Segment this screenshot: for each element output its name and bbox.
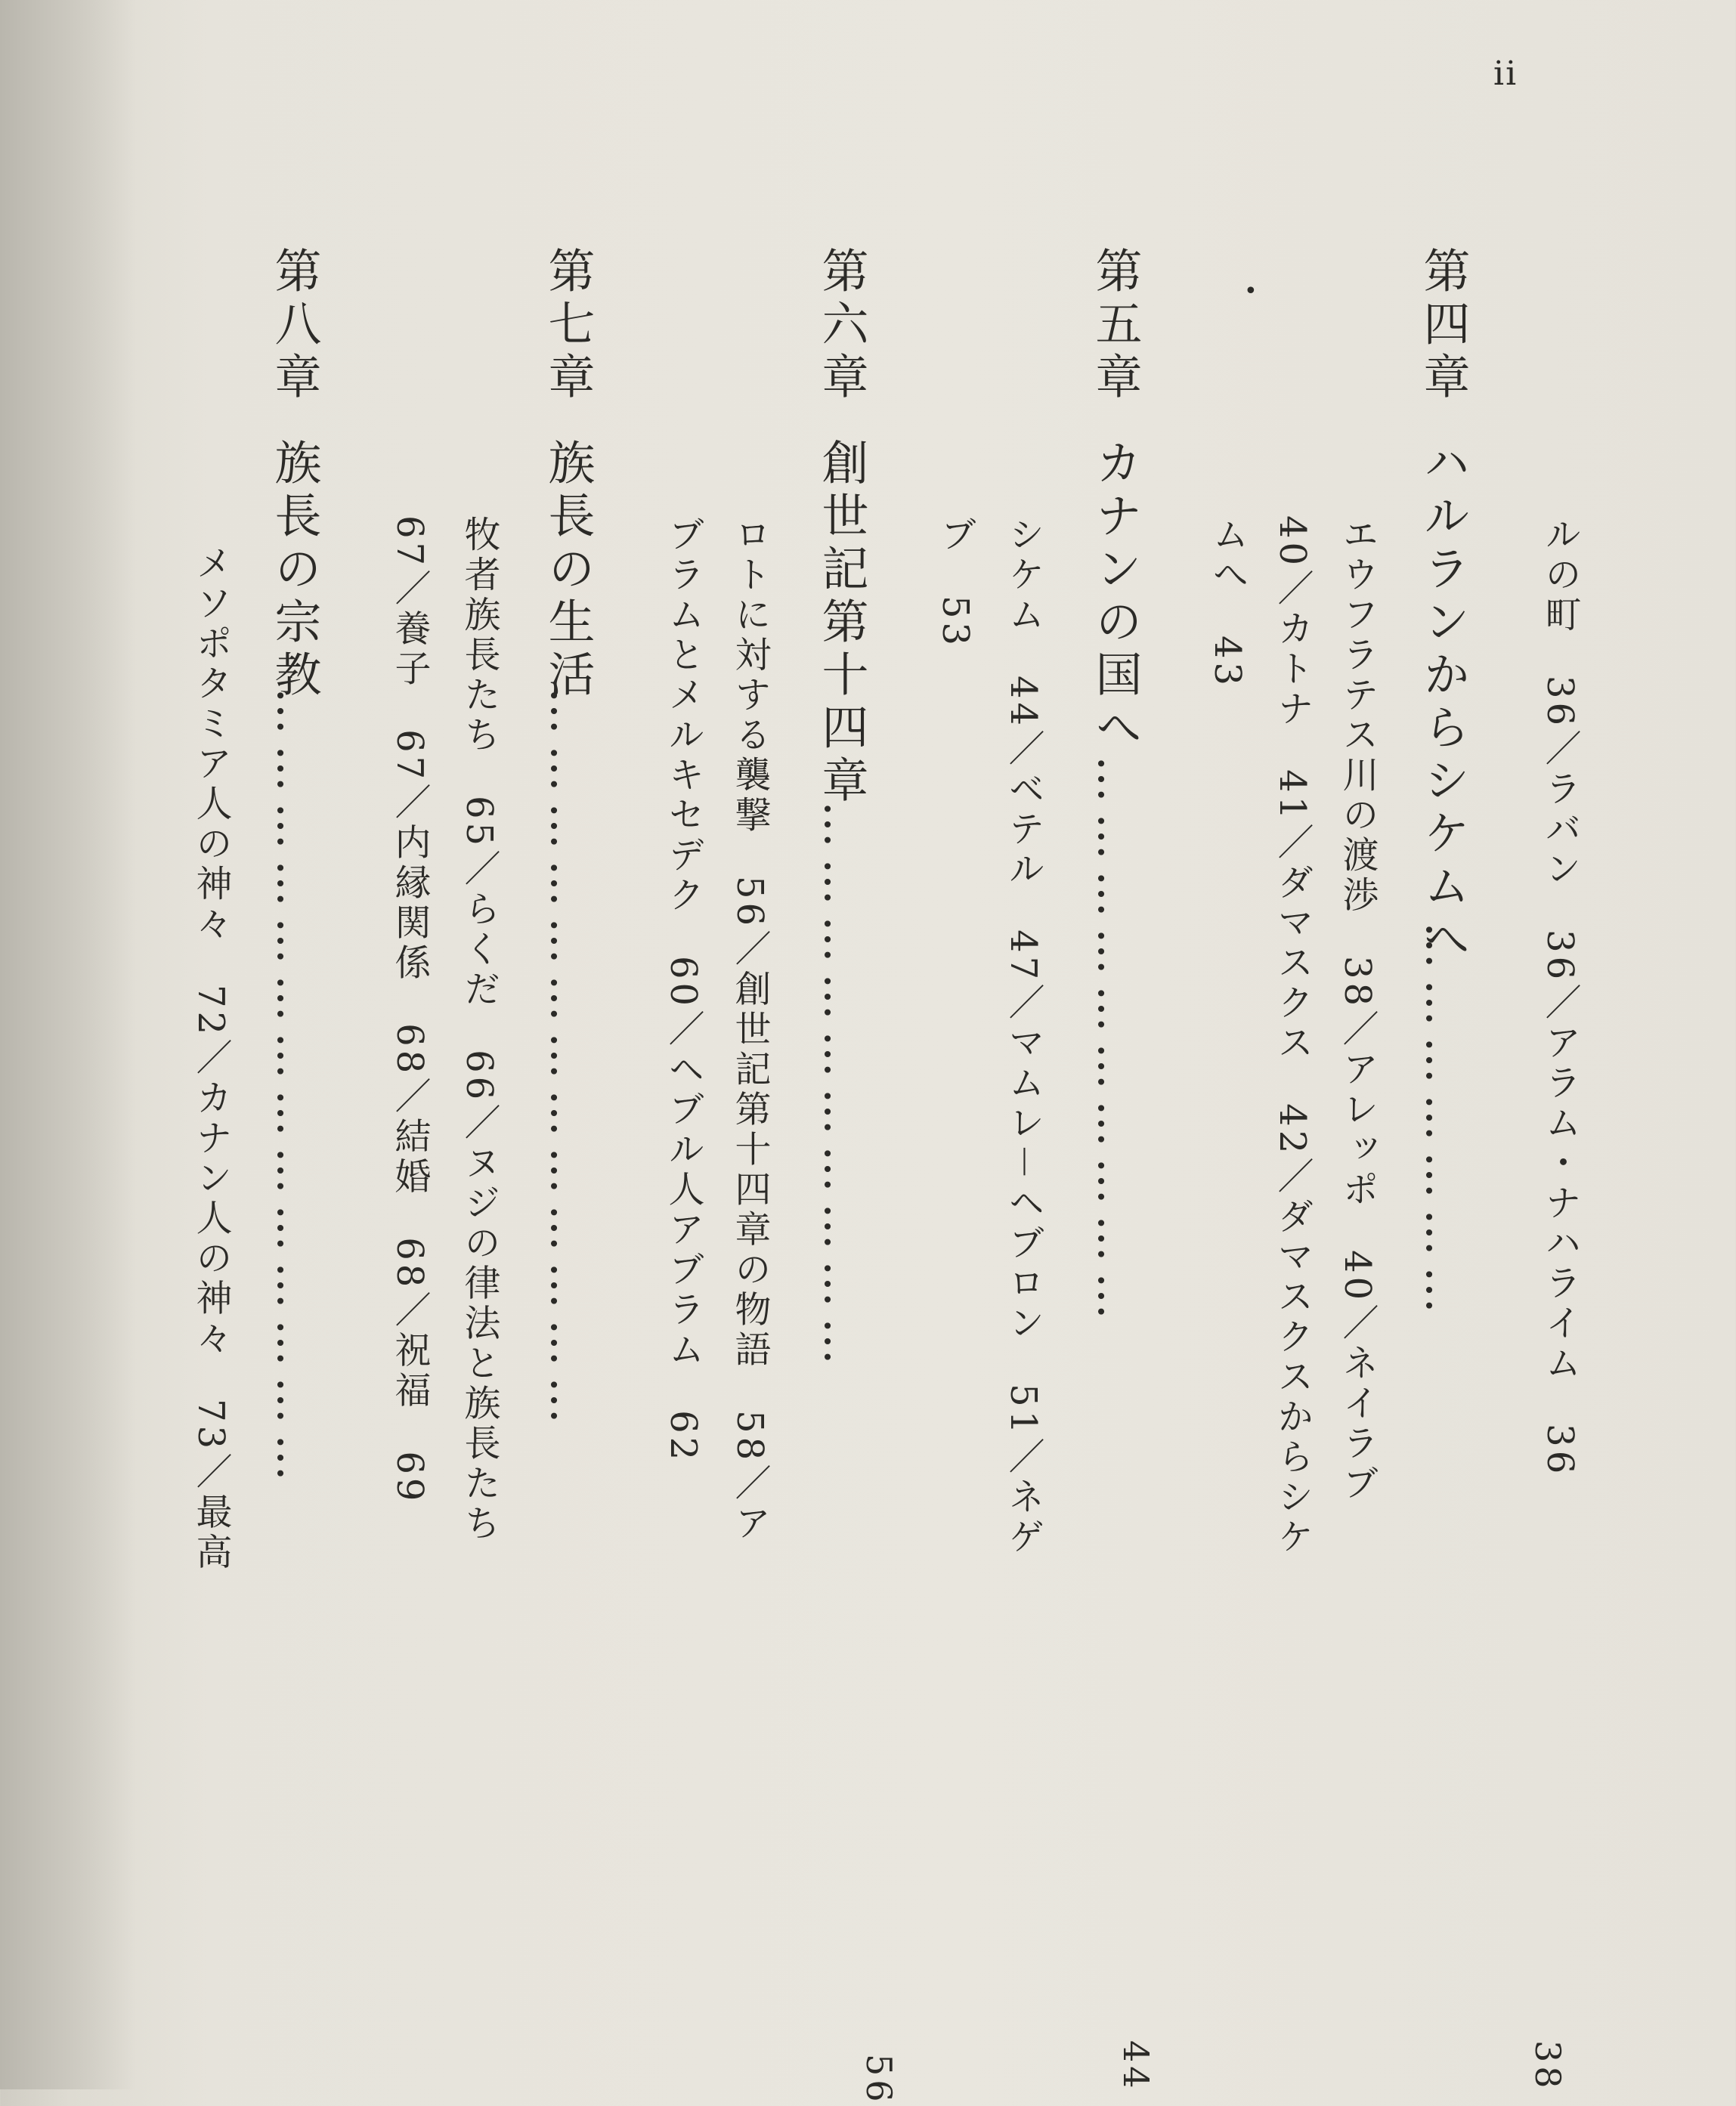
toc-entry-line: 40／カトナ 41／ダマスクス 42／ダマスクスからシケ (1271, 515, 1314, 1558)
toc-entry-line: メソポタミア人の神々 72／カナン人の神々 73／最高 (190, 544, 232, 1573)
chapter-label: 第六章 (814, 246, 869, 405)
stray-dot: • (1244, 278, 1258, 305)
page-gutter-shadow (0, 0, 136, 2089)
chapter-label: 第五章 (1088, 246, 1143, 405)
toc-entry-line: ブラムとメルキセデク 60／ヘブル人アブラム 62 (662, 515, 704, 1464)
chapter-label: 第八章 (267, 246, 322, 405)
toc-entry-line: 牧者族長たち 65／らくだ 66／ヌジの律法と族長たち (458, 515, 500, 1545)
chapter-page: 44 (1116, 2040, 1156, 2092)
chapter-leader: …………………………………… (267, 688, 322, 1492)
chapter-leader: ………………………… (1088, 756, 1143, 1330)
toc-entry-line: エウフラテス川の渡渉 38／アレッポ 40／ネイラブ (1336, 515, 1379, 1505)
chapter-title: ハルランからシケムへ (1416, 438, 1471, 967)
toc-entry-line: ロトに対する襲撃 56／創世記第十四章の物語 58／ア (729, 515, 771, 1545)
chapter-title: 創世記第十四章 (814, 438, 869, 809)
chapter-title: カナンの国へ (1088, 438, 1143, 756)
chapter-title: 族長の生活 (540, 438, 596, 703)
chapter-label: 第四章 (1416, 246, 1471, 405)
page-number: ii (1493, 54, 1518, 93)
toc-entry-line: ルの町 36／ラバン 36／アラム・ナハライム 36 (1539, 515, 1581, 1478)
chapter-leader: ………………………… (814, 801, 869, 1375)
toc-entry-line: 67／養子 67／内縁関係 68／結婚 68／祝福 69 (388, 515, 431, 1505)
toc-entry-line: ムへ 43 (1206, 515, 1249, 690)
chapter-leader: ………………… (1416, 922, 1471, 1324)
chapter-leader: ………………………………… (540, 688, 596, 1434)
chapter-title: 族長の宗教 (267, 438, 322, 703)
chapter-label: 第七章 (540, 246, 596, 405)
chapter-page: 56 (859, 2054, 899, 2106)
toc-entry-line: シケム 44／ベテル 47／マムレ－ヘブロン 51／ネゲ (1002, 515, 1044, 1558)
chapter-page: 38 (1527, 2040, 1568, 2092)
toc-entry-line: ブ 53 (934, 515, 976, 650)
